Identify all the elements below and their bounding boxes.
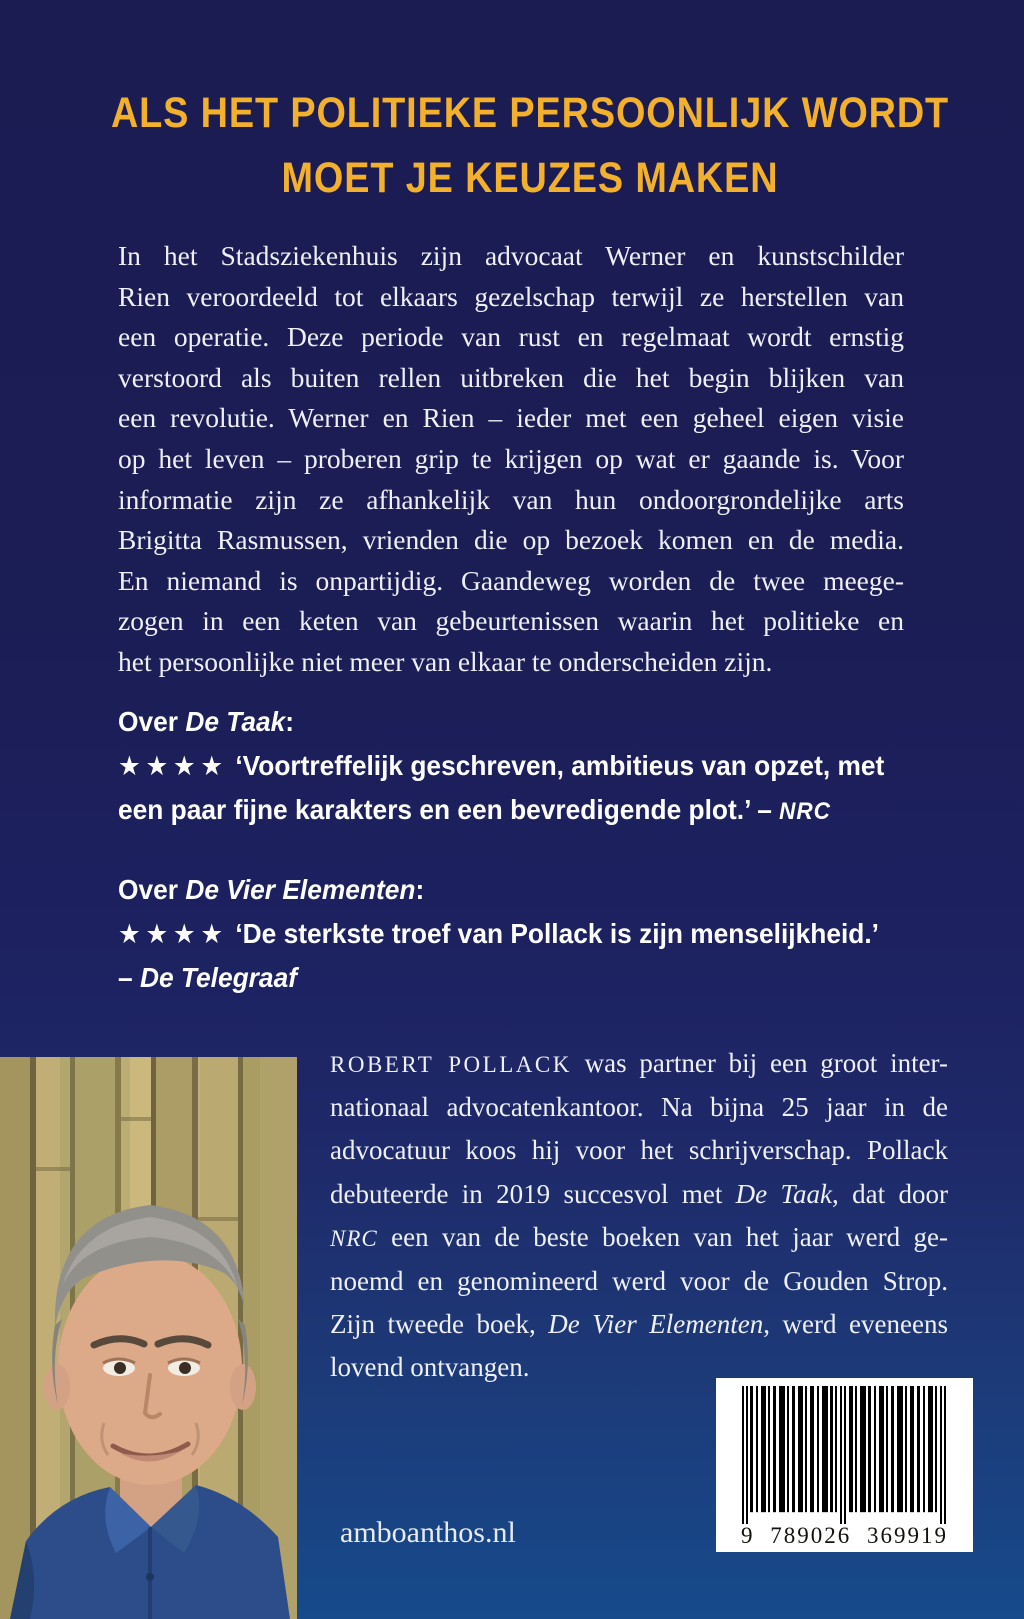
review-de-taak <box>118 700 908 834</box>
bio-text: was partner bij een groot inter- <box>571 1048 948 1078</box>
book-title-de-vier-elementen: De Vier Elementen <box>185 874 416 905</box>
review-heading-colon: : <box>415 874 425 905</box>
bio-line: advocatuur koos hij voor het schrijverschap. Pollack <box>330 1135 948 1166</box>
review-de-vier-elementen <box>118 868 908 1000</box>
synopsis-line: informatie zijn ze afhankelijk van hun ondoorgrondelijke arts <box>118 483 904 515</box>
author-name: ROBERT POLLACK <box>330 1052 572 1077</box>
review-elementen-heading <box>118 868 908 912</box>
bio-line <box>330 1216 948 1260</box>
review-heading-prefix: Over <box>118 874 186 905</box>
synopsis-line: het persoonlijke niet meer van elkaar te onderscheiden zijn. <box>118 645 773 677</box>
synopsis-line: een revolutie. Werner en Rien – ieder met een geheel eigen visie <box>118 402 904 434</box>
star-rating-icons: ★★★★ <box>118 751 228 781</box>
synopsis-line: Rien veroordeeld tot elkaars gezelschap terwijl ze herstellen van <box>118 280 904 312</box>
star-rating-icons: ★★★★ <box>118 919 228 949</box>
review-quote-text: ‘De sterkste troef van Pollack is zijn menselijkheid.’ <box>235 918 879 949</box>
review-quote-text: een paar fijne karakters en een bevredigende plot.’ – <box>118 794 780 825</box>
synopsis-line: een operatie. Deze periode van rust en regelmaat wordt ernstig <box>118 321 904 353</box>
isbn-digits: 9 789026 369919 <box>741 1523 948 1548</box>
publisher-website: amboanthos.nl <box>340 1516 516 1549</box>
bio-text: , werd eveneens <box>763 1309 948 1340</box>
bio-line <box>330 1042 948 1086</box>
review-heading-prefix: Over <box>118 706 186 737</box>
review-heading-colon: : <box>285 706 295 737</box>
bio-line: lovend ontvangen. <box>330 1352 530 1383</box>
synopsis-line: In het Stadsziekenhuis zijn advocaat Werner en kunstschilder <box>118 240 904 271</box>
bio-line: noemd en genomineerd werd voor de Gouden Strop. <box>330 1266 948 1297</box>
synopsis-line: verstoord als buiten rellen uitbreken die het begin blijken van <box>118 361 904 393</box>
review-de-taak-quote-line-2 <box>118 788 908 834</box>
synopsis-line: zogen in een keten van gebeurtenissen waarin het politieke en <box>118 605 904 637</box>
review-source-nrc: NRC <box>779 798 831 825</box>
bio-line <box>330 1173 948 1216</box>
synopsis-paragraph <box>118 236 904 683</box>
author-bio <box>330 1042 948 1390</box>
review-de-taak-heading <box>118 700 908 744</box>
author-photo <box>0 1057 297 1619</box>
synopsis-line: En niemand is onpartijdig. Gaandeweg worden de twee meege- <box>118 564 904 596</box>
nrc-label: NRC <box>330 1225 378 1251</box>
bio-line: nationaal advocatenkantoor. Na bijna 25 jaar in de <box>330 1092 948 1123</box>
book-title-de-taak: De Taak <box>185 706 286 737</box>
bio-text: Zijn tweede boek, <box>330 1309 549 1340</box>
bio-text: een van de beste boeken van het jaar werd ge- <box>377 1221 948 1252</box>
review-de-taak-quote-line-1 <box>118 744 908 788</box>
headline-line-2: MOET JE KEUZES MAKEN <box>281 154 779 202</box>
review-elementen-source <box>118 956 908 1000</box>
synopsis-line: Brigitta Rasmussen, vrienden die op bezoek komen en de media. <box>118 524 904 556</box>
bio-line <box>330 1303 948 1346</box>
book-title-de-vier-elementen: De Vier Elementen <box>548 1309 764 1340</box>
headline-line-1: ALS HET POLITIEKE PERSOONLIJK WORDT <box>110 89 950 137</box>
headline <box>36 89 1024 202</box>
book-title-de-taak: De Taak <box>735 1178 833 1209</box>
barcode-bars <box>742 1386 948 1524</box>
review-quote-text: ‘Voortreffelijk geschreven, ambitieus van opzet, met <box>235 750 885 781</box>
barcode <box>716 1378 973 1552</box>
author-photo-illustration <box>0 1057 297 1619</box>
bio-text: debuteerde in 2019 succesvol met <box>330 1178 736 1209</box>
review-source-dash: – <box>118 962 140 993</box>
synopsis-line: op het leven – proberen grip te krijgen op wat er gaande is. Voor <box>118 442 904 474</box>
review-elementen-quote <box>118 912 908 956</box>
review-source-de-telegraaf: De Telegraaf <box>139 962 297 993</box>
bio-text: , dat door <box>832 1178 948 1209</box>
